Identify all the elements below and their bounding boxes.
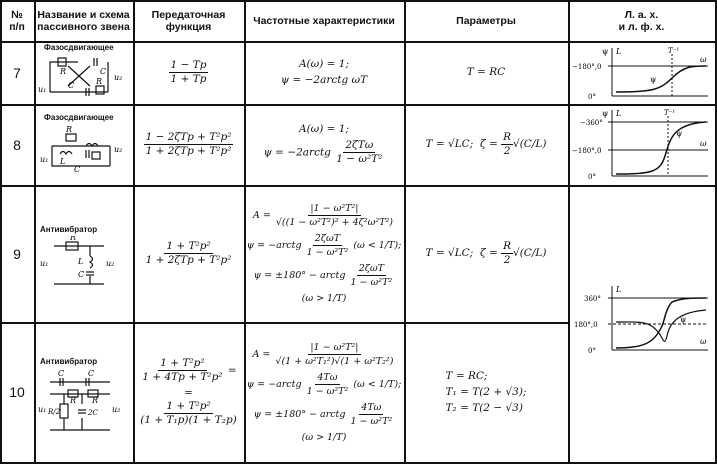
schematic-label: R: [70, 396, 77, 405]
tf-num: 1 + T²p²: [160, 357, 205, 369]
schematic-label: u₁: [38, 85, 47, 94]
freq-9: [244, 185, 404, 322]
plot-label: ω: [700, 139, 707, 148]
freq-num: 2ζωT: [314, 233, 341, 244]
grid-line: [568, 0, 570, 464]
grid-line: [0, 462, 717, 464]
params-7: T = RC: [466, 66, 506, 78]
freq-line: A(ω) = 1;: [298, 58, 349, 70]
plot-label: ψ: [602, 47, 609, 56]
schematic-label: 2C: [88, 409, 98, 417]
freq-cond: (ω > 1/T): [301, 293, 347, 304]
freq-den: √(1 + ω²T₁²)√(1 + ω²T₂²): [275, 355, 394, 367]
plot-label: L: [616, 285, 622, 294]
tf-8: [133, 104, 244, 185]
header-lax: Л. а. х. и л. ф. х.: [618, 8, 665, 33]
plot-10: [572, 282, 712, 362]
schematic-label: u₂: [114, 73, 123, 82]
freq-lhs: ψ = ±180° − arctg: [253, 408, 346, 420]
tf-num: 1 − 2ζTp + T²p²: [145, 131, 232, 143]
freq-10: [244, 322, 404, 462]
freq-lhs: ψ = −arctg: [246, 240, 302, 251]
param: ζ =: [479, 247, 498, 259]
param: T = √LC;: [425, 247, 474, 259]
grid-line: [715, 0, 717, 464]
freq-den: 1 − ω²T²: [306, 247, 349, 258]
plot-label: 0°: [588, 347, 596, 355]
link-name: Фазосдвигающее: [44, 113, 114, 122]
schematic-label: C: [100, 67, 107, 76]
freq-num: 2ζTω: [345, 139, 374, 151]
tf-den: 1 + 2ζTp + T²p²: [145, 254, 232, 266]
params-10: [404, 322, 568, 462]
plot-label: 180°,0: [574, 321, 598, 329]
param: √(C/L): [513, 247, 547, 259]
link-name: Антивибратор: [40, 225, 98, 234]
plot-label: −180°,0: [572, 147, 602, 155]
params-9: [404, 185, 568, 322]
freq-lhs: ψ = −arctg: [246, 378, 302, 390]
plot-8: [572, 106, 712, 183]
tf-num: 1 + T²p²: [166, 400, 211, 412]
freq-num: 2ζωT: [358, 263, 384, 274]
freq-lhs: ψ = −2arctg: [263, 146, 331, 159]
row-num: 8: [13, 136, 21, 153]
freq-7: [244, 41, 404, 104]
freq-num: |1 − ω²T²|: [310, 341, 359, 353]
tf-den: 1 + 2ζTp + T²p²: [145, 145, 232, 157]
tf-den: (1 + T₁p)(1 + T₂p): [140, 414, 237, 426]
schematic-label: u₂: [106, 259, 115, 268]
plot-label: ψ: [602, 109, 609, 118]
plot-7: [572, 44, 712, 102]
freq-lhs: ψ = ±180° − arctg: [253, 270, 346, 281]
plot-label: ψ: [680, 315, 687, 324]
schematic-label: C: [74, 165, 81, 174]
schematic-label: R: [66, 125, 73, 134]
schematic-10: [38, 368, 128, 448]
freq-num: |1 − ω²T²|: [310, 203, 359, 214]
row-num: 7: [13, 64, 21, 81]
schematic-9: [40, 236, 130, 292]
plot-label: T⁻¹: [664, 109, 676, 117]
tf-10: [133, 322, 244, 462]
row-num: 10: [9, 384, 25, 400]
plot-label: −180°,0: [572, 63, 602, 71]
plot-label: −360°: [580, 119, 603, 127]
plot-label: T⁻¹: [668, 47, 680, 55]
schematic-8: [38, 124, 128, 174]
plot-label: 0°: [588, 93, 596, 101]
schematic-label: R: [92, 396, 99, 405]
schematic-label: R/2: [48, 408, 61, 416]
tf-num: 1 − Tp: [170, 59, 207, 71]
tf-7: [133, 41, 244, 104]
freq-line: A(ω) = 1;: [298, 123, 350, 135]
param-den: 2: [503, 254, 511, 266]
freq-8: [244, 104, 404, 185]
schematic-label: C: [88, 369, 95, 378]
param: T₂ = T(2 − √3): [445, 401, 523, 414]
param: T = √LC;: [425, 138, 474, 150]
header-params: Параметры: [456, 14, 516, 27]
freq-cond: (ω < 1/T);: [353, 378, 402, 390]
schematic-label: R: [60, 67, 67, 76]
freq-cond: (ω > 1/T): [301, 431, 347, 443]
header-num: № п/п: [9, 8, 25, 33]
schematic-label: L: [78, 257, 84, 266]
header-freq: Частотные характеристики: [253, 14, 395, 27]
param: ζ =: [479, 138, 498, 150]
freq-line: ψ = −2arctg ωT: [280, 74, 368, 86]
tf-den: 1 + 4Tp + T²p²: [142, 371, 223, 383]
plot-label: 0°: [588, 173, 596, 181]
schematic-label: u₁: [38, 405, 47, 414]
row-num: 9: [13, 245, 21, 262]
param: T₁ = T(2 + √3);: [445, 385, 527, 398]
header-transfer: Передаточная функция: [151, 8, 226, 33]
freq-den: 1 − ω²T²: [350, 415, 393, 427]
grid-line: [34, 0, 36, 464]
param-den: 2: [503, 145, 511, 157]
freq-num: 4Tω: [317, 371, 338, 383]
schematic-7: [38, 52, 128, 102]
schematic-label: u₁: [40, 155, 49, 164]
plot-label: ψ: [650, 75, 657, 84]
schematic-label: u₂: [112, 405, 121, 414]
link-name: Фазосдвигающее: [44, 43, 114, 52]
link-name: Антивибратор: [40, 357, 98, 366]
plot-label: L: [616, 109, 622, 118]
tf-den: 1 + Tp: [170, 73, 207, 85]
freq-den: √((1 − ω²T²)² + 4ζ²ω²T²): [275, 217, 393, 228]
schematic-label: C: [68, 81, 75, 90]
plot-label: 360°: [584, 295, 601, 303]
freq-den: 1 − ω²T²: [306, 385, 349, 397]
schematic-label: R: [70, 236, 77, 242]
schematic-label: C: [58, 369, 65, 378]
plot-label: L: [616, 47, 622, 56]
param: √(C/L): [513, 138, 547, 150]
freq-num: 4Tω: [361, 401, 382, 413]
tf-num: 1 + T²p²: [166, 240, 211, 252]
freq-den: 1 − ω²T²: [336, 153, 383, 165]
tf-eq: =: [227, 364, 237, 377]
plot-label: ω: [700, 55, 707, 64]
freq-cond: (ω < 1/T);: [353, 240, 402, 251]
freq-den: 1 − ω²T²: [350, 277, 393, 288]
param: T = RC;: [445, 369, 488, 382]
schematic-label: u₁: [40, 259, 49, 268]
freq-lhs: A =: [252, 348, 271, 360]
tf-eq: =: [184, 387, 193, 399]
plot-label: ω: [700, 337, 707, 346]
param-num: R: [503, 240, 512, 252]
schematic-label: C: [78, 270, 85, 279]
freq-lhs: A =: [252, 210, 271, 221]
param-num: R: [503, 131, 512, 143]
header-name: Название и схема пассивного звена: [37, 8, 130, 33]
tf-9: [133, 185, 244, 322]
params-8: [404, 104, 568, 185]
schematic-label: L: [60, 157, 66, 166]
schematic-label: R: [96, 77, 103, 86]
schematic-label: u₂: [114, 145, 123, 154]
plot-label: ψ: [676, 129, 683, 138]
